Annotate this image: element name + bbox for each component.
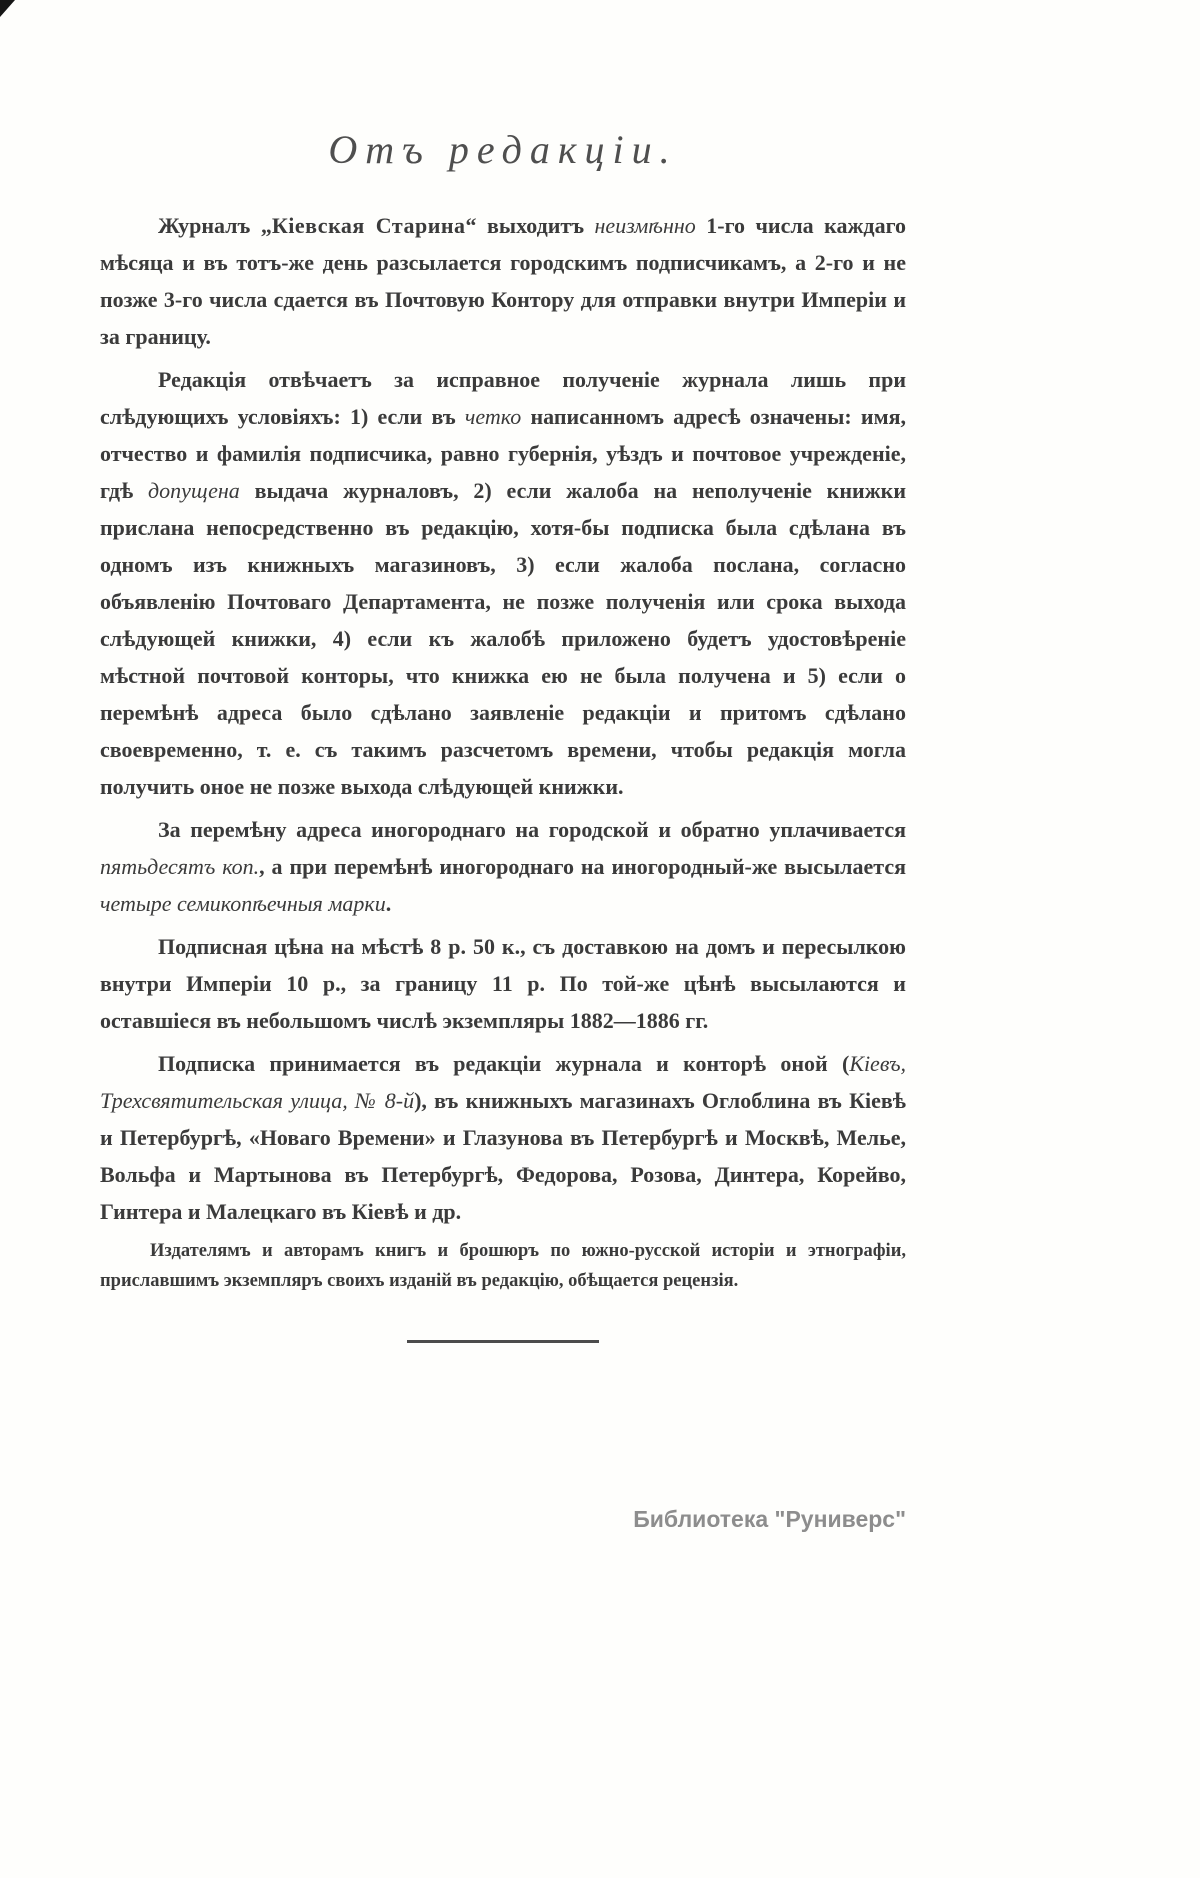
italic-run: четко xyxy=(464,404,522,429)
text-run: Журналъ „ xyxy=(158,213,272,238)
text-run: “ выходитъ xyxy=(465,213,595,238)
text-run: Подписка принимается въ редакціи журнала и конторѣ оной ( xyxy=(158,1051,850,1076)
body-paragraph xyxy=(100,928,906,1039)
text-run: За перемѣну адреса иногороднаго на городской и обратно уплачивается xyxy=(158,817,906,842)
italic-run: допущена xyxy=(148,478,240,503)
library-watermark: Библиотека "Руниверс" xyxy=(633,1506,906,1532)
paragraphs xyxy=(100,207,906,1296)
text-run: . xyxy=(385,891,392,916)
text-block xyxy=(100,126,906,1343)
italic-run: четыре семикопѣечныя марки xyxy=(100,891,386,916)
footnote-paragraph xyxy=(100,1236,906,1296)
text-run: 1-го числа каждаго мѣсяца и въ тотъ-же день разсылается городскимъ подписчикамъ, а 2-го и не позже 3-го числа сдается въ Почтовую Контору для отправки внутри Имперіи и за границу. xyxy=(100,213,907,349)
text-run: ), въ книжныхъ магазинахъ Оглоблина въ Кіевѣ и Петербургѣ, «Новаго Времени» и Глазунова въ Петербургѣ и Москвѣ, Мелье, Вольфа и Мартынова въ Петербургѣ, Федорова, Розова, Динтера, Корейво, Гинтера и Малецкаго въ Кіевѣ и др. xyxy=(100,1088,906,1224)
text-run: выдача журналовъ, 2) если жалоба на неполученіе книжки прислана непосредственно въ редакцію, хотя-бы подписка была сдѣлана въ одномъ изъ книжныхъ магазиновъ, 3) если жалоба послана, согласно объявленію Почтоваго Департамента, не позже полученія или срока выхода слѣдующей книжки, 4) если къ жалобѣ приложено будетъ удостовѣреніе мѣстной почтовой конторы, что книжка ею не была получена и 5) если о перемѣнѣ адреса было сдѣлано заявленіе редакціи и притомъ сдѣлано своевременно, т. е. съ такимъ разсчетомъ времени, чтобы редакція могла получить оное не позже выхода слѣдующей книжки. xyxy=(100,478,906,799)
text-run: Редакція отвѣчаетъ за исправное полученіе журнала лишь при слѣдующихъ условіяхъ: 1) если въ xyxy=(100,367,906,429)
text-run: Подписная цѣна на мѣстѣ 8 р. 50 к., съ доставкою на домъ и пересылкою внутри Имперіи 10 р., за границу 11 р. По той-же цѣнѣ высылаются и оставшіеся въ небольшомъ числѣ экземпляры 1882—1886 гг. xyxy=(100,934,906,1033)
italic-run: пятьдесятъ коп. xyxy=(100,854,260,879)
italic-run: неизмѣнно xyxy=(594,213,696,238)
body-paragraph xyxy=(100,361,906,805)
italic-run: Кіевъ, Трехсвятительская улица, № 8-й xyxy=(100,1051,906,1113)
body-paragraph xyxy=(100,811,906,922)
page-title: Отъ редакціи. xyxy=(328,127,678,172)
scan-corner-artifact xyxy=(0,0,15,17)
divider-rule xyxy=(407,1340,599,1343)
body-paragraph xyxy=(100,207,906,355)
body-paragraph xyxy=(100,1045,906,1230)
text-run: Издателямъ и авторамъ книгъ и брошюръ по южно-русской исторіи и этнографіи, приславшимъ экземпляръ своихъ изданій въ редакцію, обѣщается рецензія. xyxy=(100,1241,906,1291)
text-run: , а при перемѣнѣ иногороднаго на иногородный-же высылается xyxy=(259,854,906,879)
text-run: написанномъ адресѣ означены: имя, отчество и фамилія подписчика, равно губернія, уѣздъ и почтовое учрежденіе, гдѣ xyxy=(100,404,906,503)
journal-name-run: Кіевская Старина xyxy=(271,213,466,238)
